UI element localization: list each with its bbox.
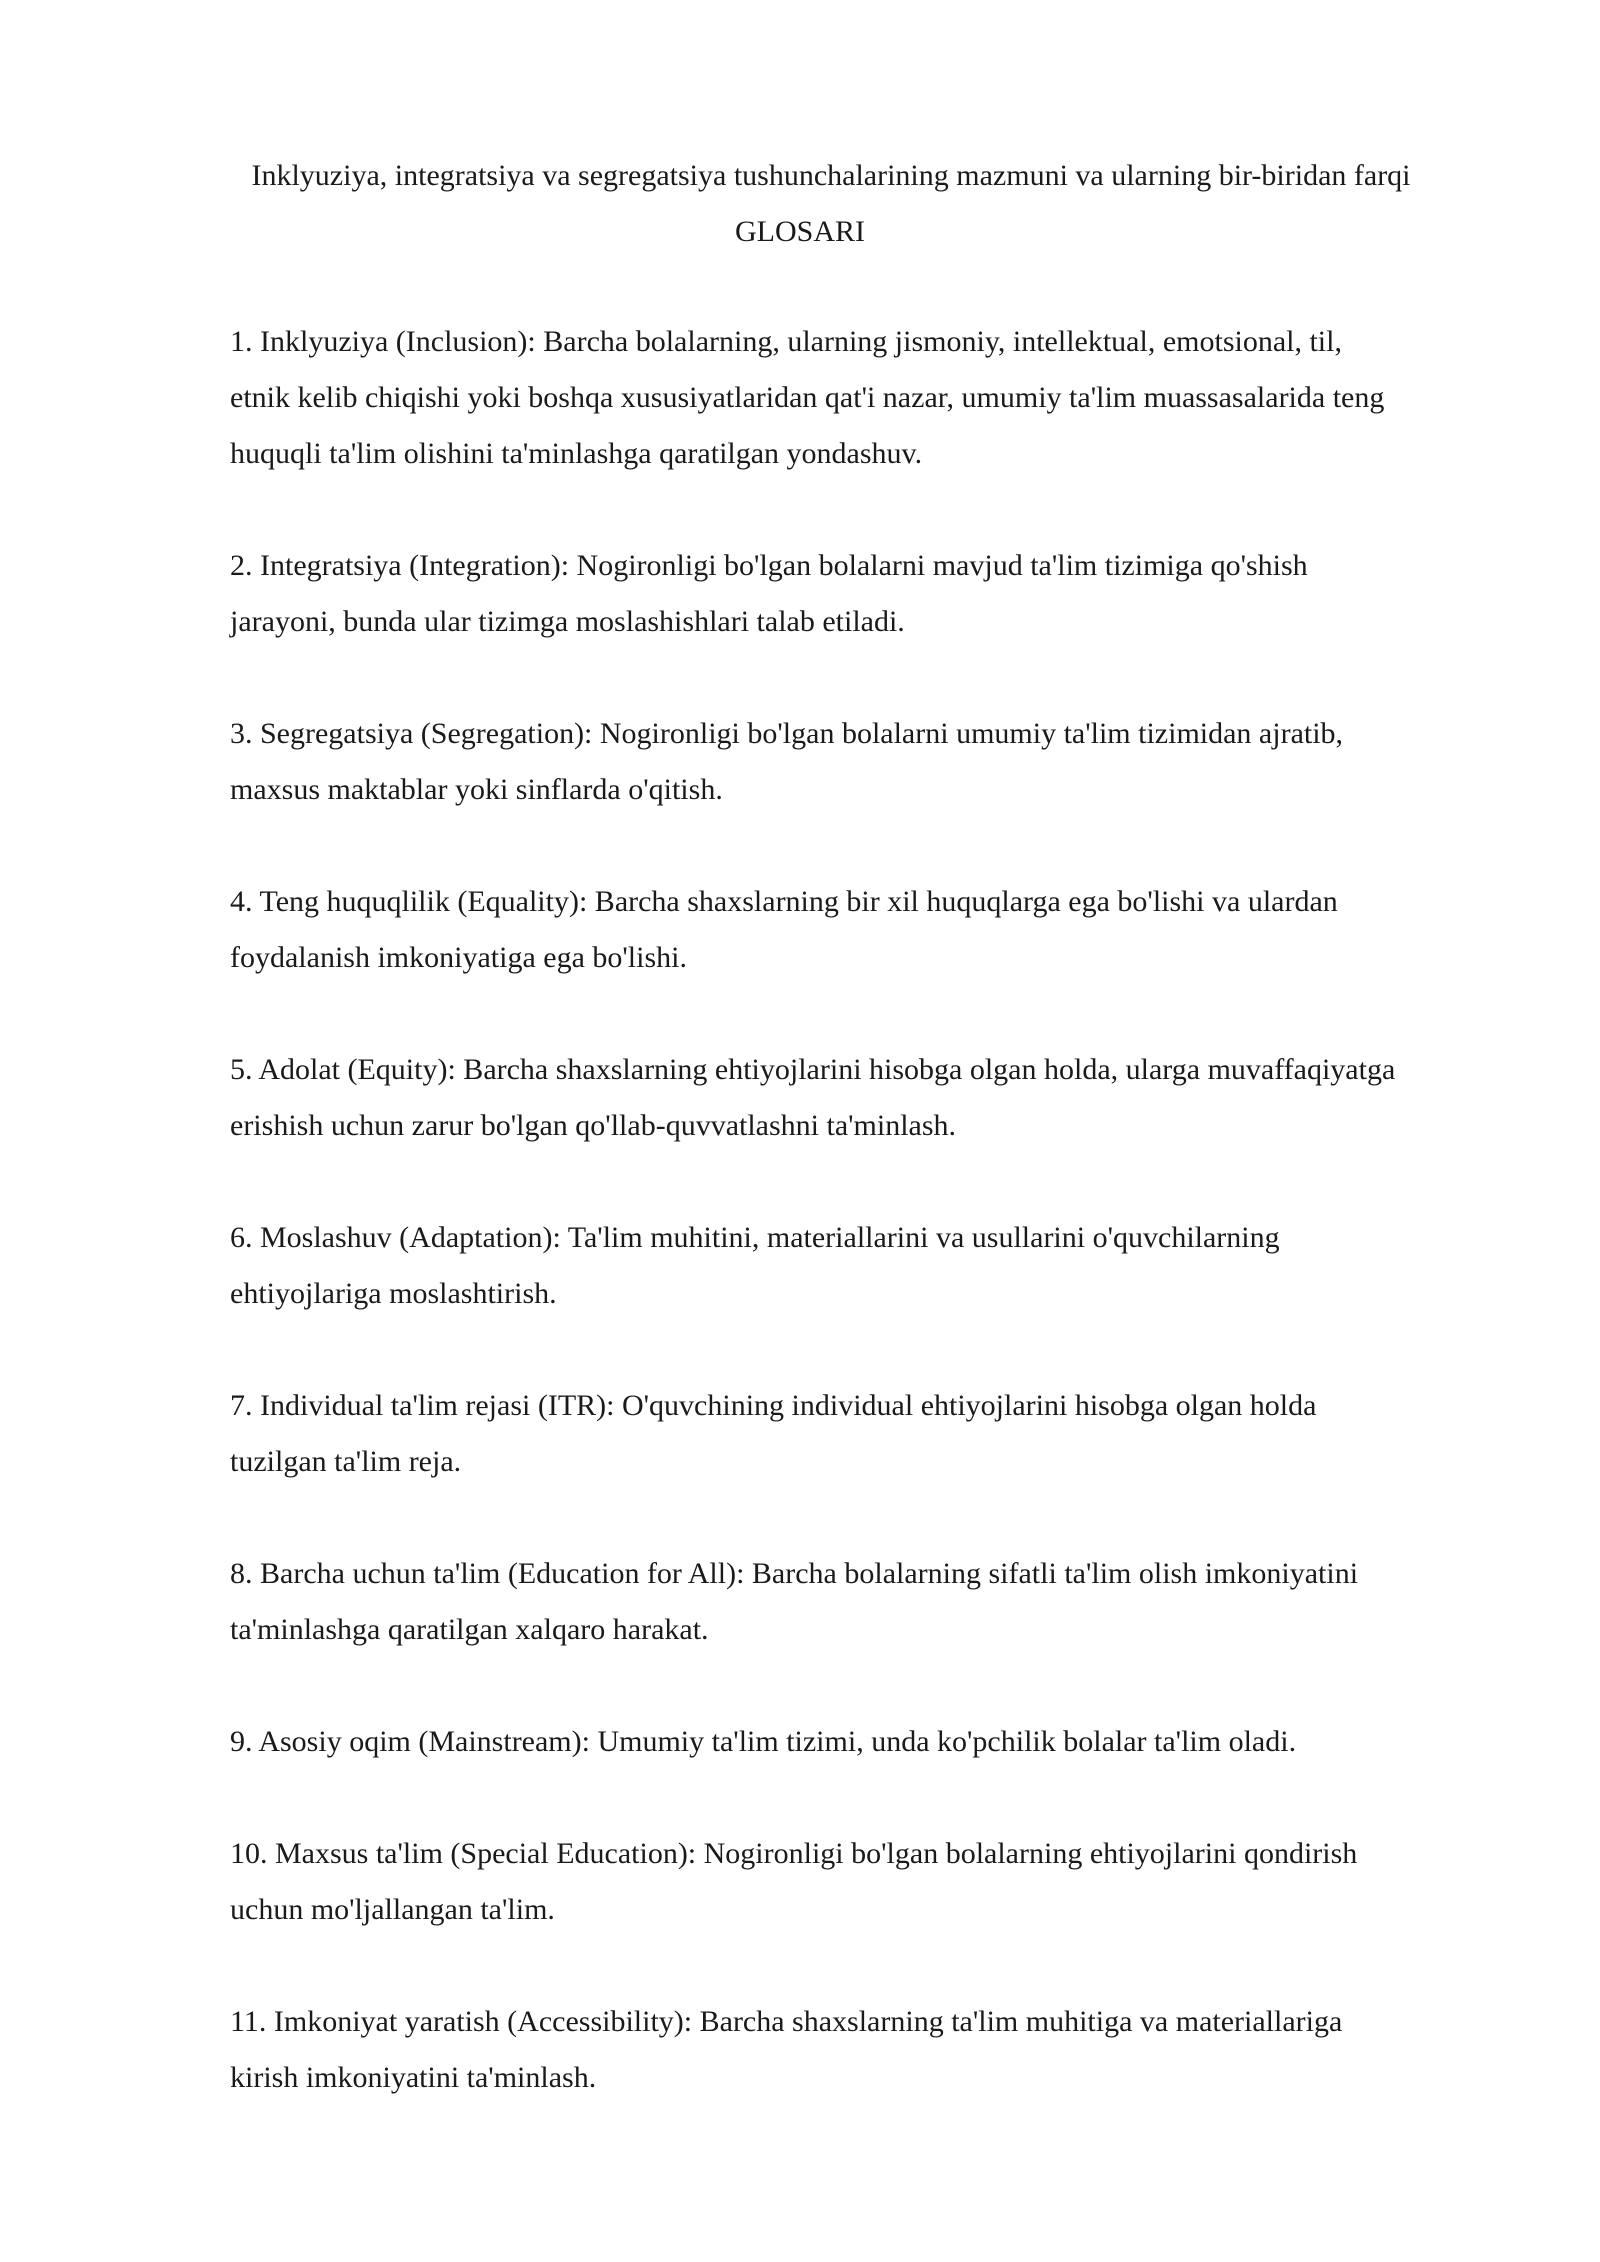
glossary-entry-5 [230,1042,1510,1154]
glossary-entry-9 [230,1714,1510,1770]
document-header [0,148,1600,260]
glossary-entry-line: maxsus maktablar yoki sinflarda o'qitish. [230,773,723,806]
glossary-entry-11 [230,1994,1510,2106]
glossary-entry-line: 3. Segregatsiya (Segregation): Nogironligi bo'lgan bolalarni umumiy ta'lim tizimidan ajratib, [230,717,1344,750]
glossary-entry-line: 8. Barcha uchun ta'lim (Education for All): Barcha bolalarning sifatli ta'lim olish imkoniyatini [230,1557,1359,1590]
glossary-entry-line: foydalanish imkoniyatiga ega bo'lishi. [230,941,687,974]
glossary-entry-line: 10. Maxsus ta'lim (Special Education): Nogironligi bo'lgan bolalarning ehtiyojlarini qondirish [230,1837,1358,1870]
glossary-list [230,314,1510,2162]
document-title: Inklyuziya, integratsiya va segregatsiya tushunchalarining mazmuni va ularning bir-biridan farqi [251,159,1411,192]
glossary-entry-line: 4. Teng huquqlilik (Equality): Barcha shaxslarning bir xil huquqlarga ega bo'lishi va ulardan [230,885,1338,918]
glossary-entry-8 [230,1546,1510,1658]
glossary-entry-2 [230,538,1510,650]
glossary-entry-line: etnik kelib chiqishi yoki boshqa xususiyatlaridan qat'i nazar, umumiy ta'lim muassasalarida teng [230,381,1385,414]
glossary-entry-line: uchun mo'ljallangan ta'lim. [230,1893,555,1926]
glossary-entry-10 [230,1826,1510,1938]
glossary-entry-line: erishish uchun zarur bo'lgan qo'llab-quvvatlashni ta'minlash. [230,1109,957,1142]
glossary-entry-7 [230,1378,1510,1490]
glossary-entry-line: huquqli ta'lim olishini ta'minlashga qaratilgan yondashuv. [230,437,923,470]
glossary-entry-line: ehtiyojlariga moslashtirish. [230,1277,557,1310]
glossary-entry-3 [230,706,1510,818]
glossary-entry-line: 6. Moslashuv (Adaptation): Ta'lim muhitini, materiallarini va usullarini o'quvchilarning [230,1221,1280,1254]
glossary-entry-line: 9. Asosiy oqim (Mainstream): Umumiy ta'lim tizimi, unda ko'pchilik bolalar ta'lim oladi. [230,1725,1297,1758]
glossary-entry-line: 7. Individual ta'lim rejasi (ITR): O'quvchining individual ehtiyojlarini hisobga olgan holda [230,1389,1317,1422]
glossary-entry-line: 5. Adolat (Equity): Barcha shaxslarning ehtiyojlarini hisobga olgan holda, ularga muvaffaqiyatga [230,1053,1396,1086]
glossary-entry-4 [230,874,1510,986]
glossary-entry-1 [230,314,1510,482]
glossary-entry-line: 1. Inklyuziya (Inclusion): Barcha bolalarning, ularning jismoniy, intellektual, emotsional, til, [230,325,1342,358]
glossary-entry-line: kirish imkoniyatini ta'minlash. [230,2061,597,2094]
glossary-entry-line: 2. Integratsiya (Integration): Nogironligi bo'lgan bolalarni mavjud ta'lim tizimiga qo'shish [230,549,1308,582]
glossary-entry-line: 11. Imkoniyat yaratish (Accessibility): Barcha shaxslarning ta'lim muhitiga va materiallariga [230,2005,1343,2038]
glossary-entry-line: jarayoni, bunda ular tizimga moslashishlari talab etiladi. [230,605,905,638]
document-subtitle: GLOSARI [734,215,865,248]
glossary-entry-line: ta'minlashga qaratilgan xalqaro harakat. [230,1613,709,1646]
glossary-entry-line: tuzilgan ta'lim reja. [230,1445,462,1478]
glossary-entry-6 [230,1210,1510,1322]
